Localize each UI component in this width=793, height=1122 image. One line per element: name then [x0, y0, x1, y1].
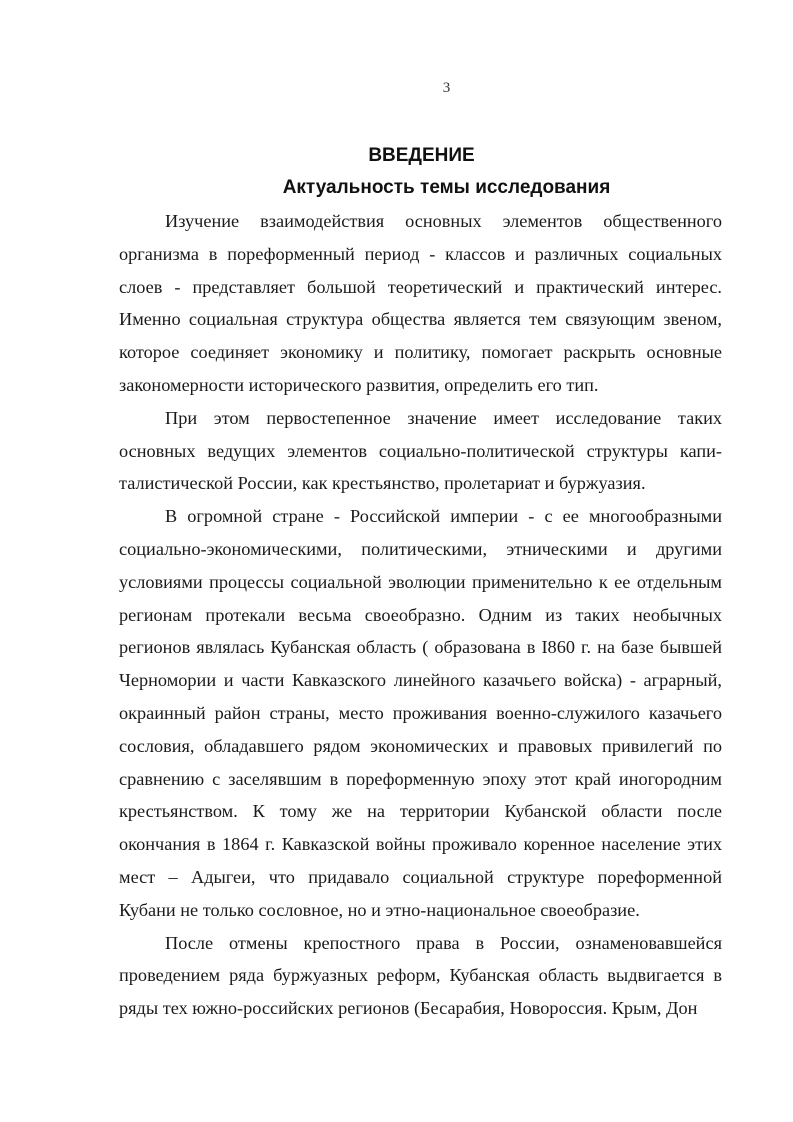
section-subtitle: Актуальность темы исследования [282, 177, 611, 198]
paragraph-3: В огромной стране - Российской империи - с ее многообразными социально-экономическими, политическими, этническими и другими условиями процессы социальной эволюции применительно к ее отдельным регионам протекали весьма своеобразно. Одним из таких необычных регионов являлась Кубанская область ( образована в I860 г. на базе бывшей Черномории и части Кавказского линейного казачьего войска) - аграрный, окраинный район страны, место проживания военно-служилого казачьего сословия, обладавшего рядом экономических и правовых привилегий по сравнению с заселявшим в пореформенную эпоху этот край иногородним крестьянством. К тому же на территории Кубанской области после окончания в 1864 г. Кавказской войны проживало коренное население этих мест – Адыгеи, что придавало социальной структуре пореформенной Кубани не только сословное, но и этно-национальное своеобразие. [119, 506, 722, 920]
page-number: 3 [442, 80, 451, 96]
body-text [119, 205, 722, 1025]
page-title: ВВЕДЕНИЕ [368, 145, 475, 166]
paragraph-4: После отмены крепостного права в России, ознаменовавшейся проведением ряда буржуазных реформ, Кубанская область выдвигается в ряды тех южно-российских регионов (Бесарабия, Новороссия. Крым, Дон [119, 932, 722, 1019]
paragraph-1: Изучение взаимодействия основных элементов общественного организма в пореформенный период - классов и различных социальных слоев - представляет большой теоретический и практический интерес. Именно социальная структура общества является тем связующим звеном, которое соединяет экономику и политику, помогает раскрыть основные закономерности исторического развития, определить его тип. [119, 211, 722, 395]
paragraph-2: При этом первостепенное значение имеет исследование таких основных ведущих элементов социально-политической структуры капи-талистической России, как крестьянство, пролетариат и буржуазия. [119, 407, 722, 494]
